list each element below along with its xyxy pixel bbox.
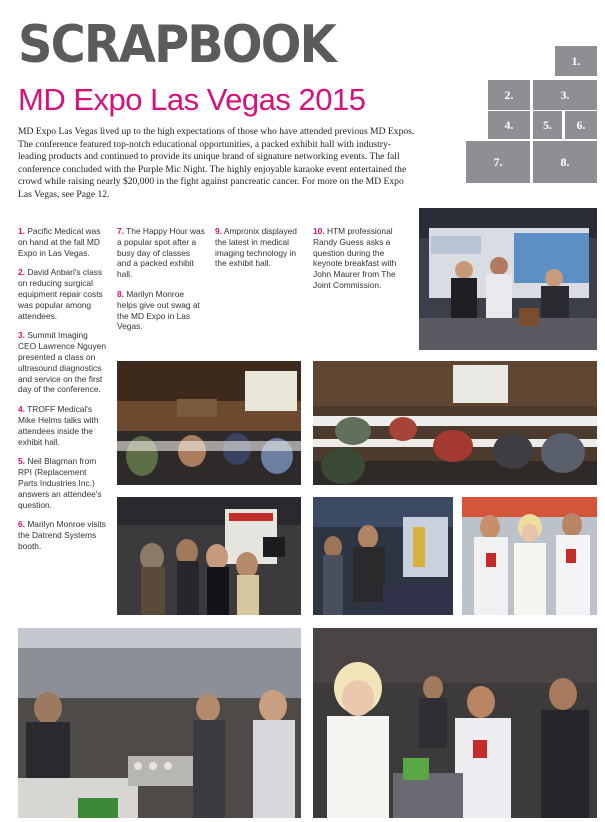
photo-5-rpi-booth xyxy=(313,497,453,615)
caption-5: 5. Neil Blagman from RPI (Replacement Parts Industries Inc.) answers an attendee's question. xyxy=(18,456,102,510)
photo-7-happy-hour xyxy=(18,628,301,818)
photo-4-troff-medical-booth xyxy=(117,497,301,615)
key-box-1: 1. xyxy=(555,46,597,76)
caption-column-2 xyxy=(117,226,205,341)
caption-9: 9. Ampronix displayed the latest in medical imaging technology in the exhibit hall. xyxy=(215,226,297,269)
key-box-2: 2. xyxy=(488,80,530,110)
caption-7: 7. The Happy Hour was a popular spot after a busy day of classes and a packed exhibit hall. xyxy=(117,226,205,280)
caption-8: 8. Marilyn Monroe helps give out swag at the MD Expo in Las Vegas. xyxy=(117,288,200,332)
photo-8-marilyn-swag xyxy=(313,628,597,818)
photo-6-datrend-booth xyxy=(462,497,597,615)
caption-1: 1. Pacific Medical was on hand at the fall MD Expo in Las Vegas. xyxy=(18,226,101,258)
caption-4: 4. TROFF Medical's Mike Helms talks with attendees inside the exhibit hall. xyxy=(18,404,99,447)
photo-2-surgical-repair-class xyxy=(117,361,301,485)
photo-3-ultrasound-class xyxy=(313,361,597,485)
caption-6: 6. Marilyn Monroe visits the Datrend Systems booth. xyxy=(18,519,106,551)
key-box-6: 6. xyxy=(565,111,597,139)
key-box-7: 7. xyxy=(466,141,530,183)
caption-3: 3. Summit Imaging CEO Lawrence Nguyen presented a class on ultrasound diagnostics and service on the first day of the conference. xyxy=(18,330,106,395)
caption-column-1 xyxy=(18,226,106,561)
key-box-8: 8. xyxy=(533,141,597,183)
key-box-5: 5. xyxy=(533,111,562,139)
photo-1-pacific-medical-booth xyxy=(419,208,597,350)
caption-column-4 xyxy=(313,226,403,300)
caption-column-3 xyxy=(215,226,303,278)
caption-10: 10. HTM professional Randy Guess asks a question during the keynote breakfast with John Maurer from The Joint Commission. xyxy=(313,226,397,290)
caption-2: 2. David Anbari's class on reducing surgical equipment repair costs was popular among attendees. xyxy=(18,267,103,321)
page-title: SCRAPBOOK xyxy=(18,15,335,75)
page-subtitle: MD Expo Las Vegas 2015 xyxy=(18,82,366,117)
key-box-3: 3. xyxy=(533,80,597,110)
key-box-4: 4. xyxy=(488,111,530,139)
intro-paragraph: MD Expo Las Vegas lived up to the high expectations of those who have attended previous MD Expos. The conference featured top-notch educational opportunities, a packed exhibit hall with industry-leading products and continued to provide its unique brand of signature networking events. The fall conference concluded with the Purple Mic Night. The highly enjoyable karaoke event entertained the crowd while raising nearly $20,000 in the fight against pancreatic cancer. For more on the MD Expo Las Vegas, see Page 12. xyxy=(18,126,415,200)
